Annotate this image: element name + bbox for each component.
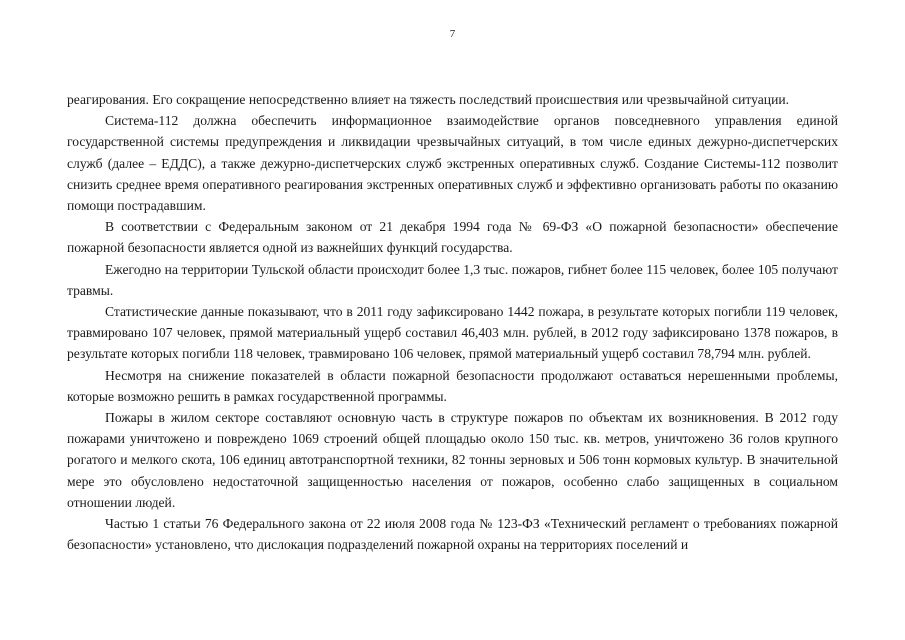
page-number: 7 bbox=[449, 28, 456, 40]
paragraph-statistics: Статистические данные показывают, что в 2011 году зафиксировано 1442 пожара, в результате которых погибли 119 человек, травмировано 107 человек, прямой материальный ущерб составил 46,403 млн. рублей, в 2012 году зафиксировано 1378 пожаров, в результате которых погибли 118 человек, травмировано 106 человек, прямой материальный ущерб составил 78,794 млн. рублей. bbox=[67, 304, 838, 362]
paragraph-federal-law-123: Частью 1 статьи 76 Федерального закона от 22 июля 2008 года № 123-ФЗ «Технический регламент о требованиях пожарной безопасности» установлено, что дислокация подразделений пожарной охраны на территориях поселений и bbox=[67, 516, 838, 553]
paragraph-federal-law-69: В соответствии с Федеральным законом от 21 декабря 1994 года № 69-ФЗ «О пожарной безопасности» обеспечение пожарной безопасности является одной из важнейших функций государства. bbox=[67, 219, 838, 256]
paragraph-residential-fires: Пожары в жилом секторе составляют основную часть в структуре пожаров по объектам их возникновения. В 2012 году пожарами уничтожено и повреждено 1069 строений общей площадью около 150 тыс. кв. метров, уничтожено 36 голов крупного рогатого и мелкого скота, 106 единиц автотранспортной техники, 82 тонны зерновых и 506 тонн кормовых культур. В значительной мере это обусловлено недостаточной защищенностью населения от пожаров, особенно слабо защищенных в социальном отношении людей. bbox=[67, 410, 838, 510]
paragraph-annual-fires: Ежегодно на территории Тульской области происходит более 1,3 тыс. пожаров, гибнет более 115 человек, более 105 получают травмы. bbox=[67, 261, 838, 298]
paragraph-continuation: реагирования. Его сокращение непосредственно влияет на тяжесть последствий происшествия или чрезвычайной ситуации. bbox=[67, 92, 790, 107]
paragraph-system-112: Система-112 должна обеспечить информационное взаимодействие органов повседневного управления единой государственной системы предупреждения и ликвидации чрезвычайных ситуаций, в том числе единых дежурно-диспетчерских служб (далее – ЕДДС), а также дежурно-диспетчерских служб экстренных оперативных служб. Создание Системы-112 позволит снизить среднее время оперативного реагирования экстренных оперативных служб и эффективно организовать работы по оказанию помощи пострадавшим. bbox=[67, 113, 838, 214]
paragraph-unsolved-problems: Несмотря на снижение показателей в области пожарной безопасности продолжают оставаться нерешенными проблемы, которые возможно решить в рамках государственной программы. bbox=[67, 367, 838, 404]
document-body bbox=[67, 89, 838, 555]
